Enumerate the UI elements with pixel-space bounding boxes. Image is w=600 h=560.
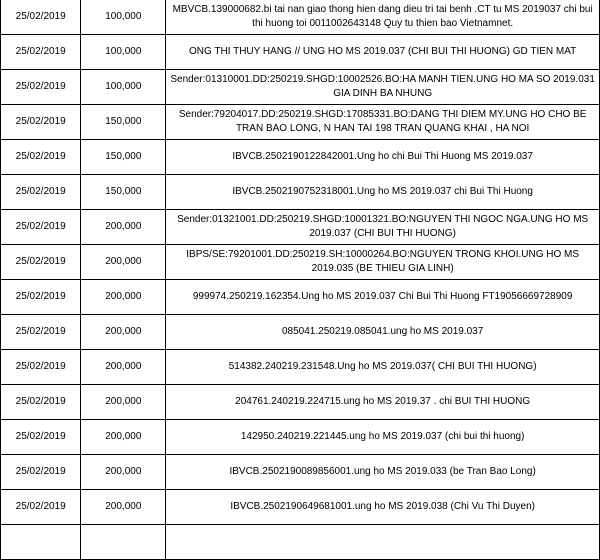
date-cell: 25/02/2019 — [1, 385, 81, 420]
table-row — [1, 315, 600, 350]
description-cell: IBVCB.2502190649681001.ung ho MS 2019.038 (Chi Vu Thi Duyen) — [166, 490, 600, 525]
table-row — [1, 280, 600, 315]
description-cell: ONG THI THUY HANG // UNG HO MS 2019.037 (CHI BUI THI HUONG) GD TIEN MAT — [166, 35, 600, 70]
table-row — [1, 0, 600, 35]
transaction-rows — [1, 0, 600, 560]
date-cell: 25/02/2019 — [1, 0, 81, 35]
amount-cell — [81, 525, 166, 560]
table-row — [1, 350, 600, 385]
amount-cell: 150,000 — [81, 175, 166, 210]
amount-cell: 200,000 — [81, 245, 166, 280]
date-cell: 25/02/2019 — [1, 245, 81, 280]
date-cell: 25/02/2019 — [1, 280, 81, 315]
description-cell: 204761.240219.224715.ung ho MS 2019.37 . chi BUI THI HUONG — [166, 385, 600, 420]
date-cell: 25/02/2019 — [1, 105, 81, 140]
amount-cell: 200,000 — [81, 350, 166, 385]
date-cell: 25/02/2019 — [1, 140, 81, 175]
date-cell: 25/02/2019 — [1, 35, 81, 70]
description-cell: 999974.250219.162354.Ung ho MS 2019.037 Chi Bui Thi Huong FT19056669728909 — [166, 280, 600, 315]
description-cell: 514382.240219.231548.Ung ho MS 2019.037( CHI BUI THI HUONG) — [166, 350, 600, 385]
description-cell: IBPS/SE:79201001.DD:250219.SH:10000264.BO:NGUYEN TRONG KHOI.UNG HO MS 2019.035 (BE THIEU GIA LINH) — [166, 245, 600, 280]
amount-cell: 200,000 — [81, 210, 166, 245]
table-row — [1, 420, 600, 455]
table-row — [1, 525, 600, 560]
amount-cell: 150,000 — [81, 140, 166, 175]
table-row — [1, 35, 600, 70]
table-row — [1, 140, 600, 175]
date-cell: 25/02/2019 — [1, 420, 81, 455]
date-cell: 25/02/2019 — [1, 350, 81, 385]
amount-cell: 200,000 — [81, 315, 166, 350]
description-cell: IBVCB.2502190752318001.Ung ho MS 2019.037 chi Bui Thi Huong — [166, 175, 600, 210]
date-cell: 25/02/2019 — [1, 315, 81, 350]
amount-cell: 100,000 — [81, 0, 166, 35]
table-row — [1, 210, 600, 245]
description-cell: 085041.250219.085041.ung ho MS 2019.037 — [166, 315, 600, 350]
table-row — [1, 385, 600, 420]
date-cell: 25/02/2019 — [1, 455, 81, 490]
date-cell: 25/02/2019 — [1, 490, 81, 525]
description-cell: Sender:01310001.DD:250219.SHGD:10002526.BO:HA MANH TIEN.UNG HO MA SO 2019.031 GIA DINH BA NHUNG — [166, 70, 600, 105]
amount-cell: 200,000 — [81, 385, 166, 420]
amount-cell: 100,000 — [81, 70, 166, 105]
table-row — [1, 175, 600, 210]
description-cell: MBVCB.139000682.bi tai nan giao thong hien dang dieu tri tai benh .CT tu MS 2019037 chi bui thi huong toi 0011002643148 Quy tu thien bao Vietnamnet. — [166, 0, 600, 35]
description-cell: 142950.240219.221445.ung ho MS 2019.037 (chi bui thi huong) — [166, 420, 600, 455]
date-cell: 25/02/2019 — [1, 70, 81, 105]
description-cell: IBVCB.2502190122842001.Ung ho chi Bui Thi Huong MS 2019.037 — [166, 140, 600, 175]
description-cell: Sender:01321001.DD:250219.SHGD:10001321.BO:NGUYEN THI NGOC NGA.UNG HO MS 2019.037 (CHI BUI THI HUONG) — [166, 210, 600, 245]
description-cell: Sender:79204017.DD:250219.SHGD:17085331.BO:DANG THI DIEM MY.UNG HO CHO BE TRAN BAO LONG, N HAN TAI 198 TRAN QUANG KHAI , HA NOI — [166, 105, 600, 140]
amount-cell: 150,000 — [81, 105, 166, 140]
date-cell: 25/02/2019 — [1, 175, 81, 210]
table-row — [1, 455, 600, 490]
table-row — [1, 490, 600, 525]
amount-cell: 200,000 — [81, 490, 166, 525]
amount-cell: 200,000 — [81, 420, 166, 455]
date-cell: 25/02/2019 — [1, 210, 81, 245]
amount-cell: 100,000 — [81, 35, 166, 70]
table-row — [1, 245, 600, 280]
amount-cell: 200,000 — [81, 280, 166, 315]
amount-cell: 200,000 — [81, 455, 166, 490]
table-row — [1, 70, 600, 105]
description-cell — [166, 525, 600, 560]
date-cell — [1, 525, 81, 560]
table-row — [1, 105, 600, 140]
description-cell: IBVCB.2502190089856001.ung ho MS 2019.033 (be Tran Bao Long) — [166, 455, 600, 490]
